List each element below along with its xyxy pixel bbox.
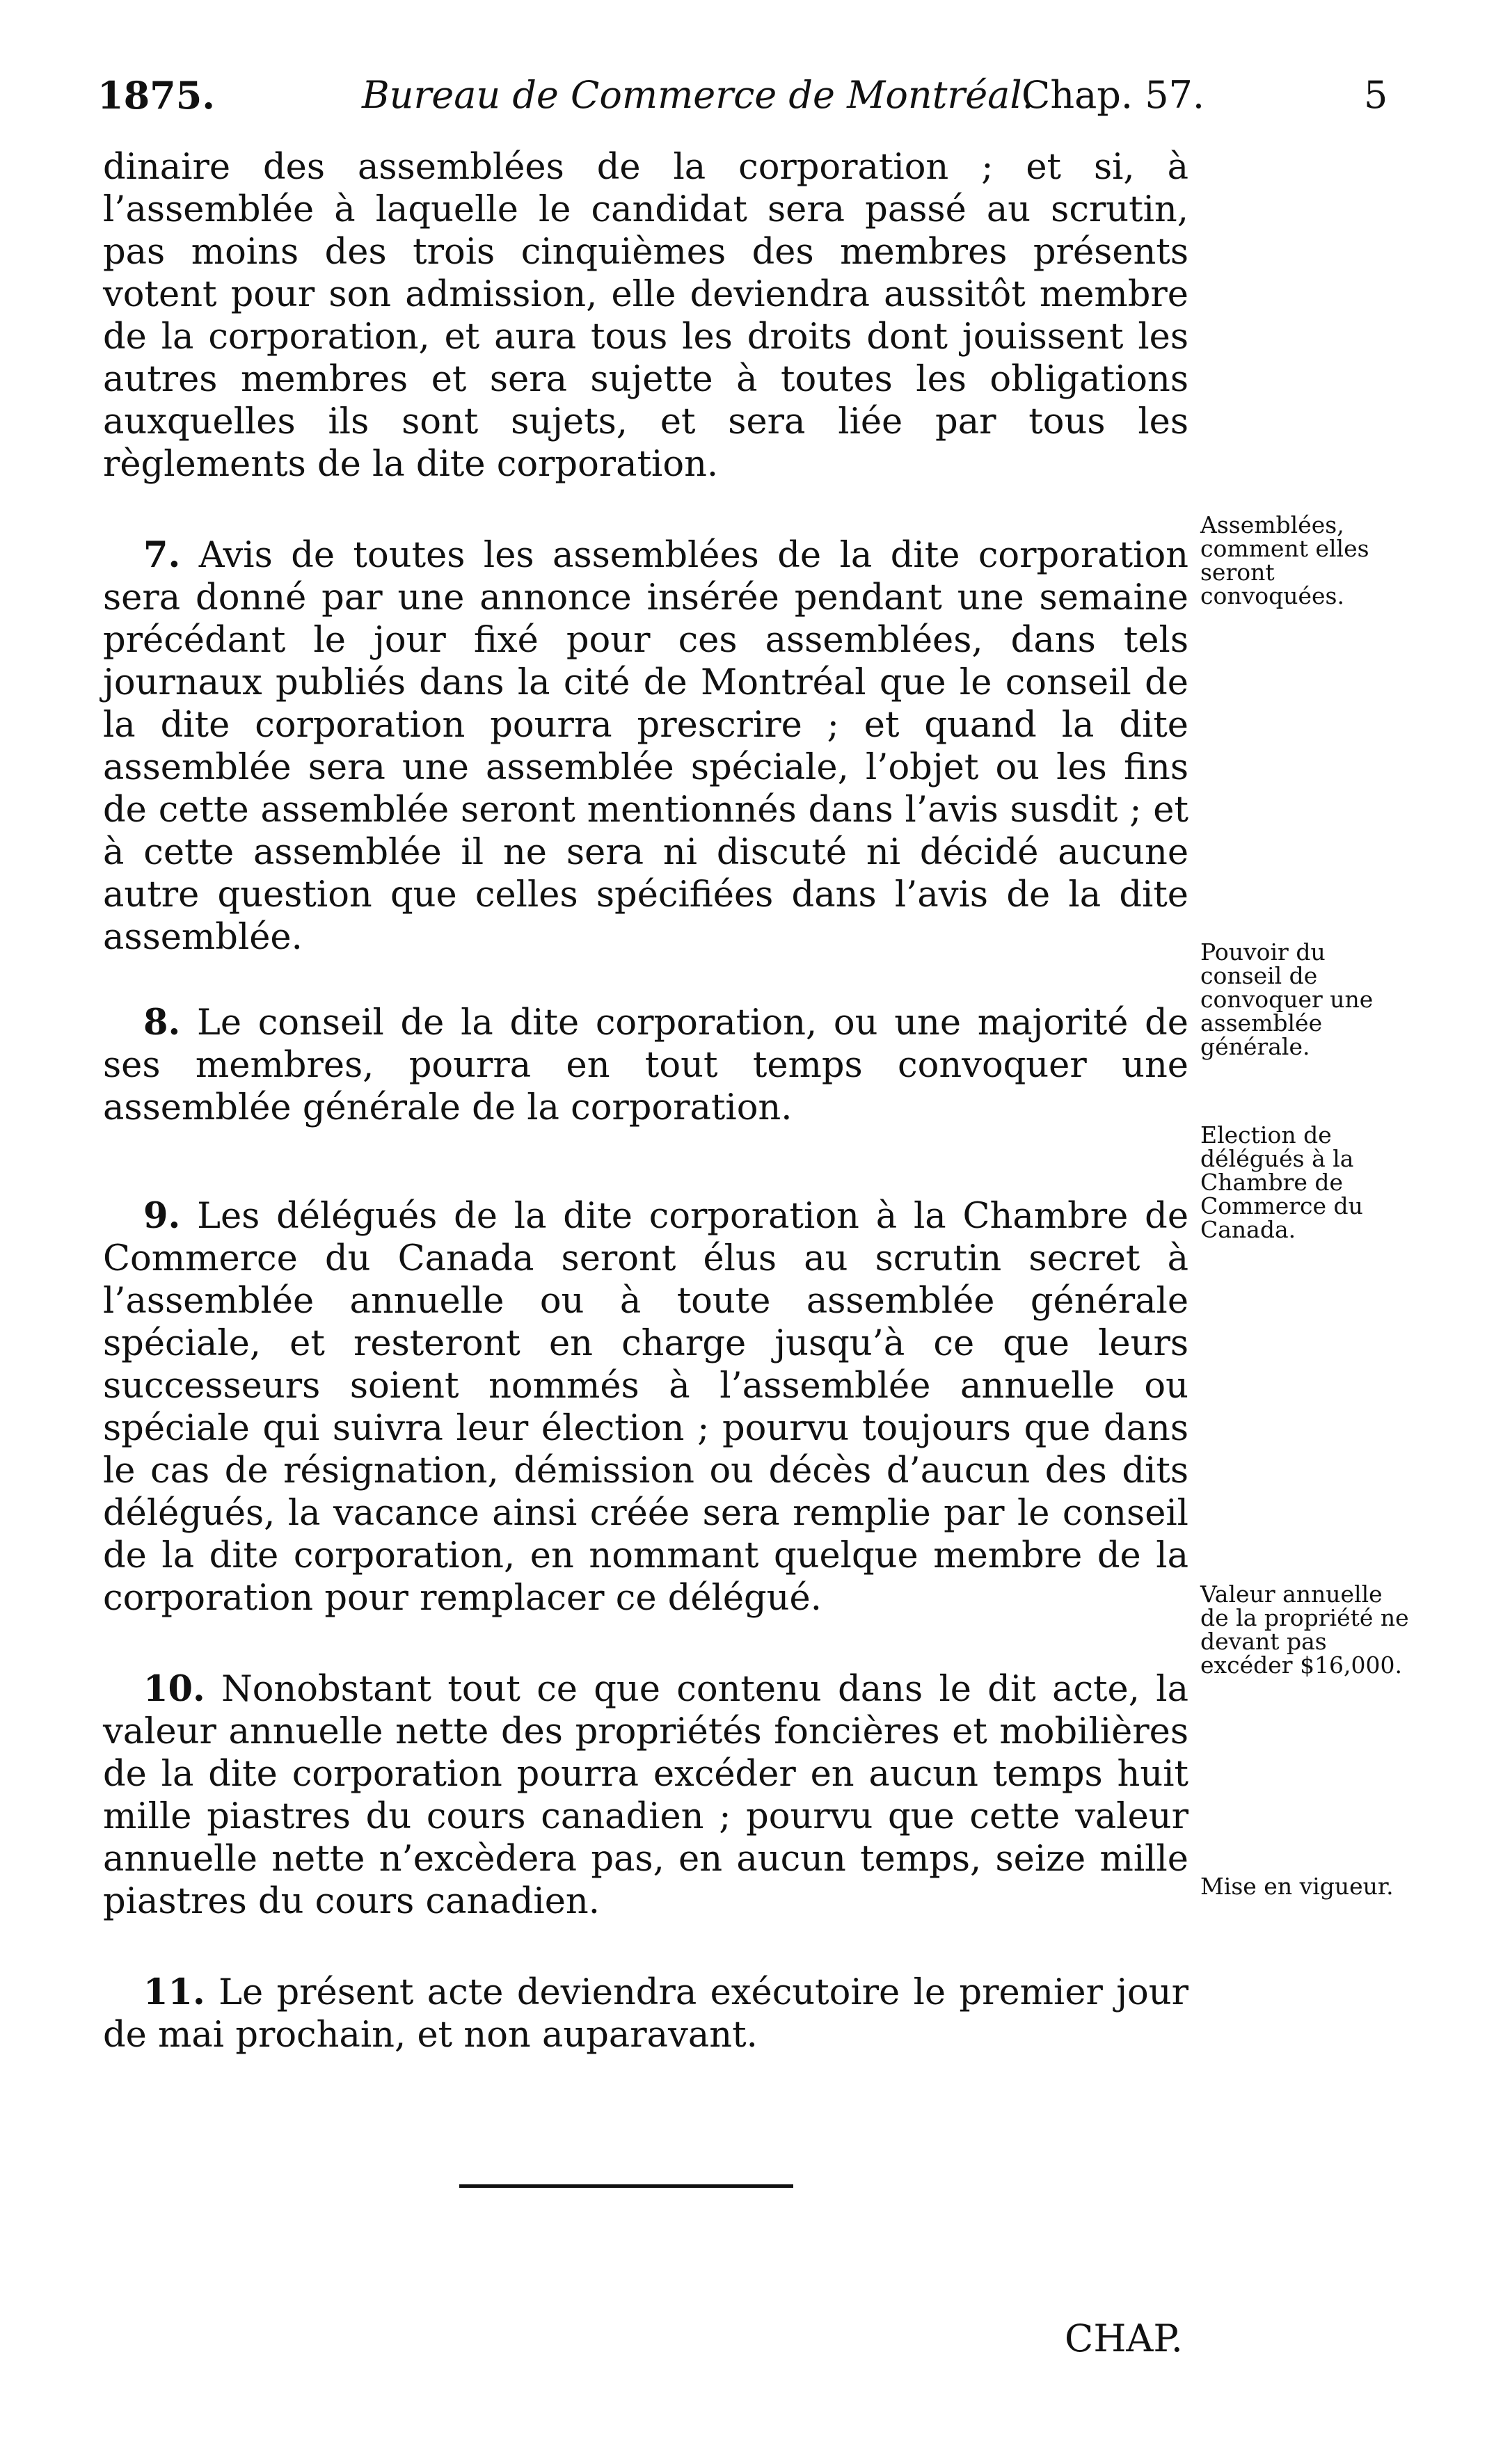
page-body [103,146,1188,2122]
page-number: 5 [1364,73,1388,117]
section-9 [103,1195,1188,1619]
section-8 [103,1002,1188,1129]
section-11 [103,1971,1188,2056]
section-10 [103,1668,1188,1923]
margin-note-pouvoir: Pouvoir du conseil de convoquer une assemblée générale. [1200,938,1374,1060]
paragraph-text: Avis de toutes les assemblées de la dite corporation sera donné par une annonce insérée pendant une semaine précédant le jour fixé pour ces assemblées, dans tels journaux publiés dans la cité de Montréal que le conseil de la dite corporation pourra prescrire ; et quand la dite assemblée sera une assemblée spéciale, l’objet ou les fins de cette assemblée seront mentionnés dans l’avis susdit ; et à cette assemblée il ne sera ni discuté ni décidé aucune autre question que celles spécifiées dans l’avis de la dite assemblée. [103,535,1188,958]
paragraph-text: dinaire des assemblées de la corporation ; et si, à l’assemblée à laquelle le candidat sera passé au scrutin, pas moins des trois cinquièmes des membres présents votent pour son admission, elle deviendra aussitôt membre de la corporation, et aura tous les droits dont jouissent les autres membres et sera sujette à toutes les obligations auxquelles ils sont sujets, et sera liée par tous les règlements de la dite corporation. [103,147,1188,485]
margin-note-election: Election de délégués à la Chambre de Commerce du Canada. [1200,1121,1363,1243]
paragraph-text: Le conseil de la dite corporation, ou une majorité de ses membres, pourra en tout temps convoquer une assemblée générale de la corporation. [103,1002,1188,1128]
section-7 [103,534,1188,959]
margin-note-vigueur: Mise en vigueur. [1200,1873,1394,1900]
paragraph-text: Nonobstant tout ce que contenu dans le dit acte, la valeur annuelle nette des propriétés foncières et mobilières de la dite corporation pourra excéder en aucun temps huit mille piastres du cours canadien ; pourvu que cette valeur annuelle nette n’excèdera pas, en aucun temps, seize mille piastres du cours canadien. [103,1669,1188,1922]
paragraph-text: Le présent acte deviendra exécutoire le premier jour de mai prochain, et non auparavant. [103,1972,1188,2056]
section-number: 8. [143,1002,181,1043]
section-number: 10. [143,1668,205,1710]
header-year: 1875. [97,73,216,118]
header-title: Bureau de Commerce de Montréal. [362,73,1034,117]
section-number: 7. [143,534,181,576]
paragraph-continued [103,146,1188,486]
section-number: 11. [143,1971,205,2013]
end-rule [459,2184,793,2188]
margin-note-assemblees: Assemblées, comment elles seront convoquées. [1200,511,1369,609]
running-header [97,66,1392,129]
header-chapter: Chap. 57. [1021,73,1205,117]
paragraph-text: Les délégués de la dite corporation à la Chambre de Commerce du Canada seront élus au scrutin secret à l’assemblée annuelle ou à toute assemblée générale spéciale, et resteront en charge jusqu’à ce que leurs successeurs soient nommés à l’assemblée annuelle ou spéciale qui suivra leur élection ; pourvu toujours que dans le cas de résignation, démission ou décès d’aucun des dits délégués, la vacance ainsi créée sera remplie par le conseil de la dite corporation, en nommant quelque membre de la corporation pour remplacer ce délégué. [103,1196,1188,1619]
catchword: CHAP. [1065,2317,1183,2360]
margin-note-valeur: Valeur annuelle de la propriété ne devant pas excéder $16,000. [1200,1581,1409,1679]
section-number: 9. [143,1195,181,1237]
